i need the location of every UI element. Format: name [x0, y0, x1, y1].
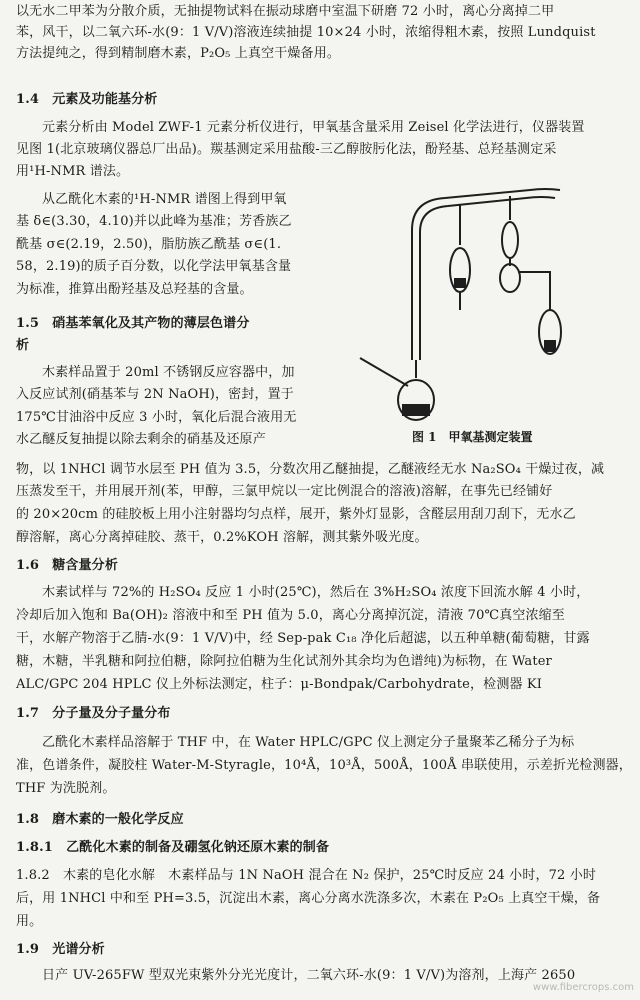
flask	[500, 264, 520, 292]
text-line: 水乙醚反复抽提以除去剩余的硝基及还原产	[16, 432, 266, 447]
text-line: 175℃甘油浴中反应 3 小时，氧化后混合液用无	[16, 410, 297, 425]
figure-caption: 图 1 甲氧基测定装置	[412, 430, 533, 444]
text-line: 干，水解产物溶于乙腈-水(9：1 V/V)中，经 Sep-pak C₁₈ 净化后超滤，以五种单糖(葡萄糖，甘露	[16, 631, 590, 646]
text-line: 后，用 1NHCl 中和至 PH=3.5，沉淀出木素，离心分离水洗涤多次，木素在 P₂O₅ 上真空干燥，备	[16, 891, 601, 906]
text-line: ALC/GPC 204 HPLC 仪上外标法测定，柱子：μ-Bondpak/Carbohydrate，检测器 KI	[16, 677, 543, 692]
text-line: 58，2.19)的质子百分数，以化学法甲氧基含量	[16, 259, 292, 274]
text-line: 日产 UV-265FW 型双光束紫外分光光度计，二氧六环-水(9：1 V/V)为溶剂，上海产 2650	[42, 968, 576, 983]
text-line: 冷却后加入饱和 Ba(OH)₂ 溶液中和至 PH 值为 5.0，离心分离掉沉淀，清液 70℃真空浓缩至	[16, 608, 565, 623]
text-line: 基 δ∈(3.30，4.10)并以此峰为基准；芳香族乙	[16, 214, 292, 229]
text-line: 准，色谱条件，凝胶柱 Water-M-Styragle，10⁴Å，10³Å，500Å，100Å 串联使用，示差折光检测器，	[16, 758, 632, 773]
text-line: 方法提纯之，得到精制磨木素，P₂O₅ 上真空干燥备用。	[16, 46, 341, 61]
section-heading: 1.9 光谱分析	[16, 942, 105, 957]
glass-tube	[420, 197, 555, 360]
text-line: 酰基 σ∈(2.19，2.50)，脂肪族乙酰基 σ∈(1.	[16, 237, 282, 252]
text-line: 入反应试剂(硝基苯与 2N NaOH)，密封，置于	[16, 387, 294, 402]
section-heading: 1.5 硝基苯氧化及其产物的薄层色谱分	[16, 316, 250, 331]
text-line: 见图 1(北京玻璃仪器总厂出品)。羰基测定采用盐酸-三乙醇胺肟化法，酚羟基、总羟基测定采	[16, 142, 557, 157]
methoxyl-apparatus-diagram	[350, 160, 610, 450]
section-heading: 1.7 分子量及分子量分布	[16, 706, 171, 721]
liquid	[544, 340, 556, 352]
section-heading: 1.8 磨木素的一般化学反应	[16, 812, 184, 827]
text-line: 压蒸发至干，并用展开剂(苯，甲醇，三氯甲烷以一定比例混合的溶液)溶解，在事先已经铺好	[16, 484, 553, 499]
liquid	[402, 404, 430, 416]
section-heading: 1.4 元素及功能基分析	[16, 92, 158, 107]
text-line: 以无水二甲苯为分散介质，无抽提物试料在振动球磨中室温下研磨 72 小时，离心分离掉二甲	[16, 4, 555, 19]
liquid	[454, 278, 466, 288]
text-line: 的 20×20cm 的硅胶板上用小注射器均匀点样，展开，紫外灯显影，含醛层用刮刀刮下，无水乙	[16, 507, 576, 522]
text-line: 为标准，推算出酚羟基及总羟基的含量。	[16, 282, 253, 297]
bulb	[502, 222, 518, 258]
text-line: 木素样品置于 20ml 不锈钢反应容器中，加	[42, 365, 295, 380]
section-heading: 析	[16, 338, 30, 353]
watermark: www.fibercrops.com	[532, 982, 634, 993]
inlet-tube	[360, 358, 408, 386]
text-line: 苯，风干，以二氧六环-水(9：1 V/V)溶液连续抽提 10×24 小时，浓缩得粗木素，按照 Lundquist	[16, 25, 596, 40]
text-line: 糖，木糖，半乳糖和阿拉伯糖，除阿拉伯糖为生化试剂外其余均为色谱纯)为标物，在 Water	[16, 654, 552, 669]
glass-tube	[412, 189, 560, 360]
text-line: 物，以 1NHCl 调节水层至 PH 值为 3.5，分数次用乙醚抽提，乙醚液经无水 Na₂SO₄ 干燥过夜，减	[16, 462, 605, 477]
glass-tube	[518, 272, 550, 310]
text-line: 木素试样与 72%的 H₂SO₄ 反应 1 小时(25℃)，然后在 3%H₂SO₄ 浓度下回流水解 4 小时，	[42, 585, 590, 600]
text-line: 用。	[16, 914, 43, 929]
text-line: 乙酰化木素样品溶解于 THF 中，在 Water HPLC/GPC 仪上测定分子量聚苯乙稀分子为标	[42, 735, 575, 750]
text-line: 1.8.2 木素的皂化水解 木素样品与 1N NaOH 混合在 N₂ 保护，25℃时反应 24 小时，72 小时	[16, 868, 597, 883]
text-line: THF 为洗脱剂。	[16, 781, 116, 796]
text-line: 醇溶解，离心分离掉硅胶、蒸干，0.2%KOH 溶解，测其紫外吸光度。	[16, 530, 428, 545]
text-line: 元素分析由 Model ZWF-1 元素分析仪进行，甲氧基含量采用 Zeisel 化学法进行，仪器装置	[42, 120, 585, 135]
section-heading: 1.8.1 乙酰化木素的制备及硼氢化钠还原木素的制备	[16, 840, 330, 855]
section-heading: 1.6 糖含量分析	[16, 558, 118, 573]
text-line: 从乙酰化木素的¹H-NMR 谱图上得到甲氧	[42, 192, 287, 207]
text-line: 用¹H-NMR 谱法。	[16, 164, 130, 179]
